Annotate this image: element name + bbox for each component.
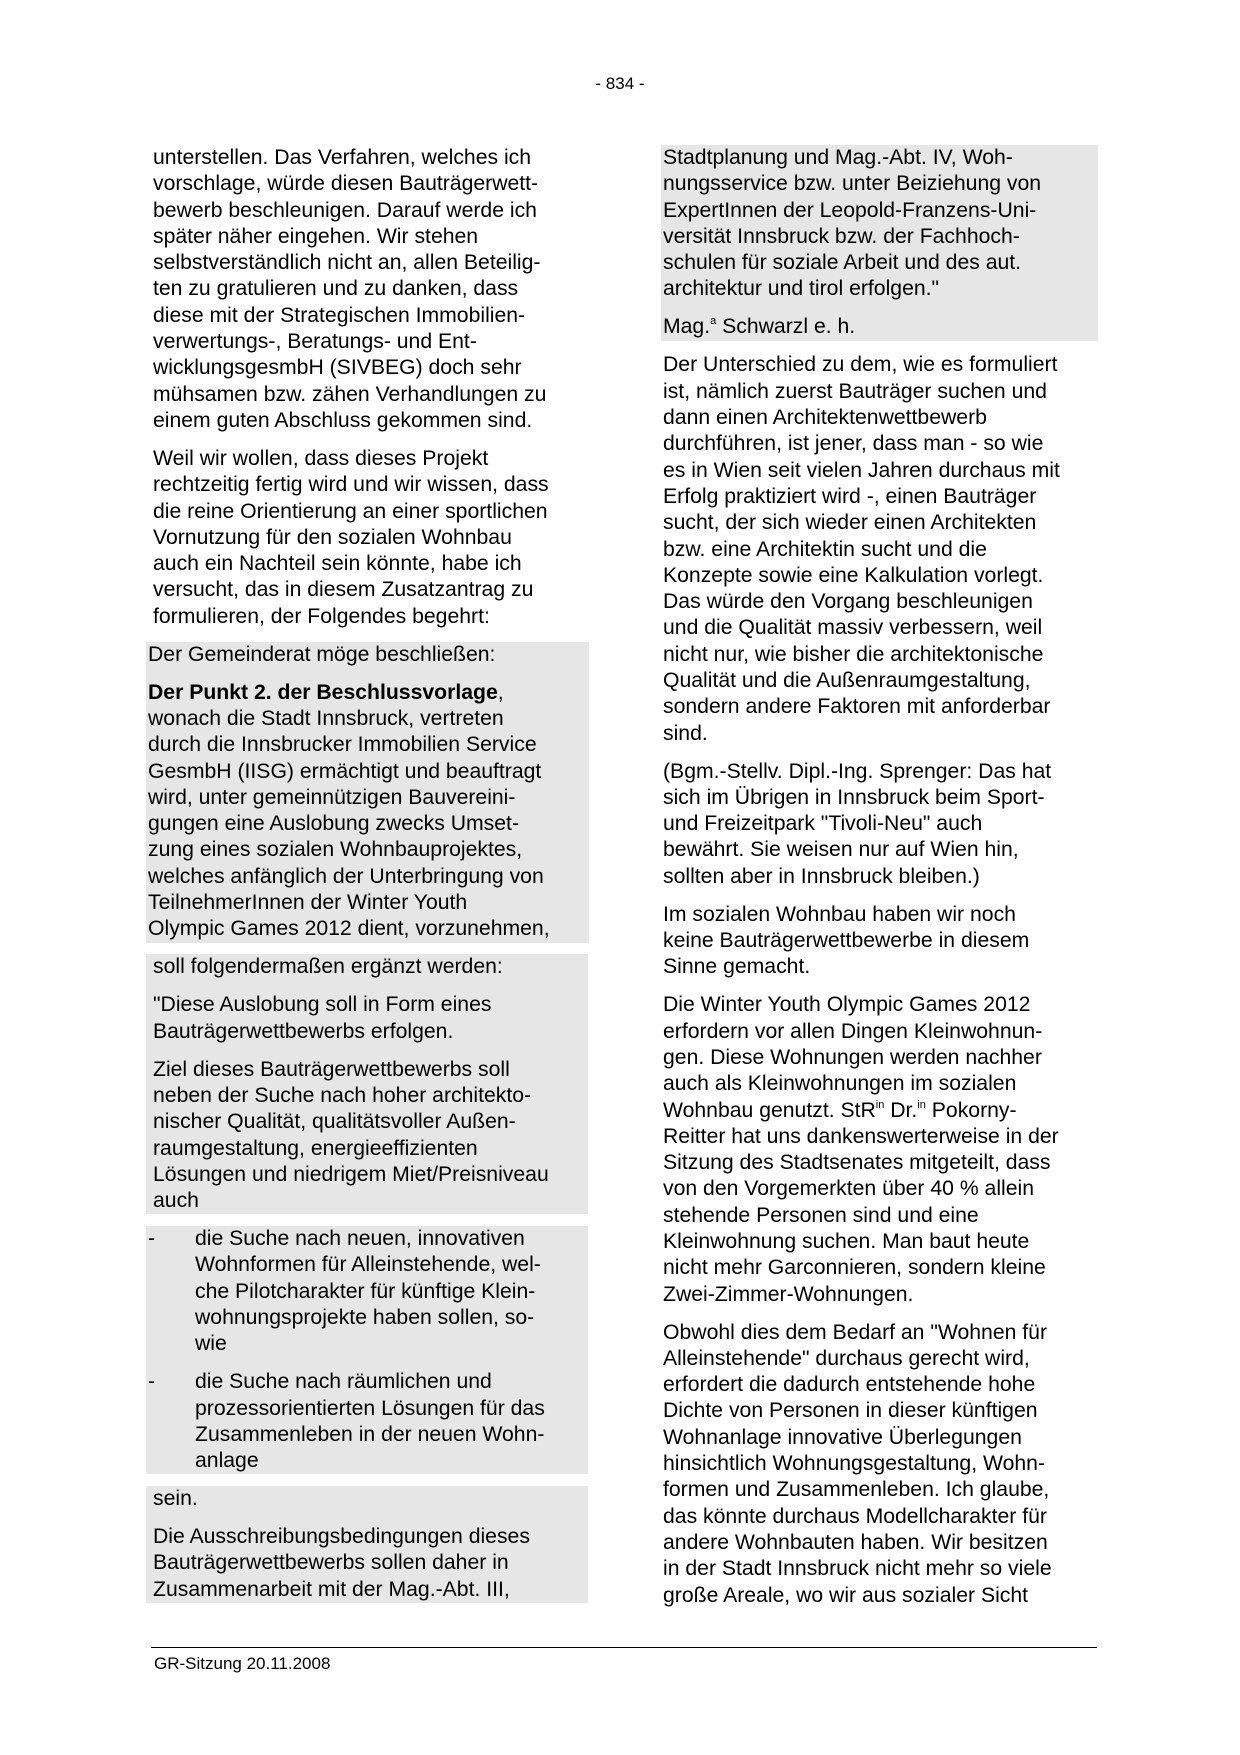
text-line: neben der Suche nach hoher architekto- — [153, 1083, 532, 1107]
quote-sein: sein. — [146, 1486, 588, 1512]
list-dash: - — [148, 1227, 156, 1251]
text-line: Zwei-Zimmer-Wohnungen. — [663, 1282, 914, 1306]
text-line: Bauträgerwettbewerbs sollen daher in — [153, 1551, 509, 1575]
text-line: bewährt. Sie weisen nur auf Wien hin, — [663, 838, 1019, 862]
text-line: Vornutzung für den sozialen Wohnbau — [153, 525, 512, 549]
text-line: verwertungs-, Beratungs- und Ent- — [153, 330, 477, 354]
text-line: die Suche nach neuen, innovativen — [195, 1227, 525, 1251]
text-line: Obwohl dies dem Bedarf an "Wohnen für — [663, 1320, 1048, 1344]
text-line: ist, nämlich zuerst Bauträger suchen und — [663, 379, 1047, 403]
text-line: auch — [153, 1189, 199, 1213]
quote-continuation — [661, 145, 1098, 303]
text-line: nungsservice bzw. unter Beiziehung von — [663, 172, 1042, 196]
text-line: anlage — [195, 1449, 259, 1473]
text-line: sondern andere Faktoren mit anforderbar — [663, 695, 1051, 719]
text-line: Sitzung des Stadtsenates mitgeteilt, dass — [663, 1151, 1051, 1175]
text-line: auch ein Nachteil sein könnte, habe ich — [153, 552, 522, 576]
paragraph-congratulations — [146, 145, 588, 434]
quote-competition-goal — [146, 1057, 588, 1215]
motion-intro: Der Gemeinderat möge beschließen: — [148, 642, 496, 666]
text-line: die reine Orientierung an einer sportlichen — [153, 499, 548, 523]
text-line: versucht, das in diesem Zusatzantrag zu — [153, 578, 534, 602]
text-line: dann einen Architektenwettbewerb — [663, 406, 987, 430]
footer-session-date: GR-Sitzung 20.11.2008 — [154, 1654, 331, 1673]
text-line: unterstellen. Das Verfahren, welches ich — [153, 146, 532, 169]
text-line: sollten aber in Innsbruck bleiben.) — [663, 864, 980, 888]
text-line: Ziel dieses Bauträgerwettbewerbs soll — [153, 1057, 510, 1081]
text-line: GesmbH (IISG) ermächtigt und beauftragt — [148, 759, 542, 783]
text-line: wicklungsgesmbH (SIVBEG) doch sehr — [153, 356, 522, 380]
list-item — [146, 1369, 588, 1474]
paragraph-youth-games: Die Winter Youth Olympic Games 2012 erfordern vor allen Dingen Kleinwohnun- gen. Diese Wohnungen werden nachher auch als Kleinwohnungen im sozialen Wohnbau genutzt. StR$^{in}$ Dr.$^{in}$ Pokorny- Reitter hat uns dankenswerterweise in der Sitzung des Stadtsenates mitgeteilt, dass von den Vorgemerkten über 40 % allein stehende Personen sind und eine Kleinwohnung suchen. Man baut heute nicht mehr Garconnieren, sondern kleine Zwei-Zimmer-Wohnungen. — [661, 992, 1098, 1308]
page-number: - 834 - — [595, 74, 645, 93]
text-line: zung eines sozialen Wohnbauprojektes, — [148, 838, 523, 862]
text-line: Bauträgerwettbewerbs erfolgen. — [153, 1019, 454, 1043]
text-line: später näher eingehen. Wir stehen — [153, 224, 479, 248]
paragraph-motivation — [146, 446, 588, 630]
list-dash: - — [148, 1370, 156, 1394]
text-line: Der Unterschied zu dem, wie es formuliert — [663, 353, 1058, 377]
text-line: es in Wien seit vielen Jahren durchaus mit — [663, 458, 1060, 482]
amendment-intro: soll folgendermaßen ergänzt werden: — [146, 954, 588, 980]
text-line: Kleinwohnung suchen. Man baut heute — [663, 1230, 1030, 1254]
paragraph-interjection — [661, 759, 1098, 890]
text-line: che Pilotcharakter für künftige Klein- — [195, 1279, 536, 1303]
text-line: bzw. eine Architektin sucht und die — [663, 537, 987, 561]
text-line: Zusammenarbeit mit der Mag.-Abt. III, — [153, 1577, 510, 1601]
text-line: vorschlage, würde diesen Bauträgerwett- — [153, 172, 539, 196]
text-line: mühsamen bzw. zähen Verhandlungen zu — [153, 382, 547, 406]
motion-text: Der Punkt 2. der Beschlussvorlage, wonach die Stadt Innsbruck, vertreten durch die Innsbrucker Immobilien Service GesmbH (IISG) ermächtigt und beauftragt wird, unter gemeinnützigen Bauvereini- gungen eine Auslobung zwecks Umset- zung eines sozialen Wohnbauprojektes, welches anfänglich der Unterbringung von TeilnehmerInnen der Winter Youth Olympic Games 2012 dient, vorzunehmen, — [146, 680, 589, 943]
text-line: Die Ausschreibungsbedingungen dieses — [153, 1525, 530, 1549]
text-line: Wohnanlage innovative Überlegungen — [663, 1425, 1022, 1449]
text-line: von den Vorgemerkten über 40 % allein — [663, 1177, 1035, 1201]
text-line: sind. — [663, 721, 708, 745]
text-line: Weil wir wollen, dass dieses Projekt — [153, 446, 489, 470]
text-line: Qualität und die Außenraumgestaltung, — [663, 669, 1031, 693]
signature-line: Mag.$^a$ Schwarzl e. h. — [661, 314, 1098, 340]
goal-list — [146, 1226, 588, 1474]
right-column — [661, 145, 1098, 1609]
text-line: Das würde den Vorgang beschleunigen — [663, 590, 1033, 614]
text-line: das könnte durchaus Modellcharakter für — [663, 1504, 1047, 1528]
text-line: Sinne gemacht. — [663, 955, 811, 979]
text-line: nicht mehr Garconnieren, sondern kleine — [663, 1256, 1046, 1280]
text-line: Dichte von Personen in dieser künftigen — [663, 1399, 1038, 1423]
text-line: sich im Übrigen in Innsbruck beim Sport- — [663, 785, 1045, 809]
motion-bold-heading: Der Punkt 2. der Beschlussvorlage — [148, 680, 498, 704]
left-column — [146, 145, 588, 1603]
text-line: Lösungen und niedrigem Miet/Preisniveau — [153, 1162, 549, 1186]
text-line: selbstverständlich nicht an, allen Beteilig- — [153, 251, 541, 275]
text-line: formen und Zusammenleben. Ich glaube, — [663, 1478, 1050, 1502]
text-line: formulieren, der Folgendes begehrt: — [153, 604, 490, 628]
text-line: in der Stadt Innsbruck nicht mehr so viele — [663, 1557, 1052, 1581]
paragraph-difference — [661, 352, 1098, 746]
text-line: die Suche nach räumlichen und — [195, 1370, 492, 1394]
text-line: TeilnehmerInnen der Winter Youth — [148, 891, 468, 915]
text-line: Konzepte sowie eine Kalkulation vorlegt. — [663, 563, 1044, 587]
text-line: gungen eine Auslobung zwecks Umset- — [148, 812, 519, 836]
text-line: keine Bauträgerwettbewerbe in diesem — [663, 929, 1030, 953]
text-line: Olympic Games 2012 dient, vorzunehmen, — [148, 917, 550, 941]
motion-block — [146, 642, 589, 943]
text-line: bewerb beschleunigen. Darauf werde ich — [153, 198, 537, 222]
text-line: gen. Diese Wohnungen werden nachher — [663, 1045, 1042, 1069]
text-line: wird, unter gemeinnützigen Bauvereini- — [148, 785, 516, 809]
list-item — [146, 1226, 588, 1357]
footer-divider — [151, 1647, 1097, 1648]
text-line: und Freizeitpark "Tivoli-Neu" auch — [663, 812, 983, 836]
paragraph-although — [661, 1320, 1098, 1609]
text-line: große Areale, wo wir aus sozialer Sicht — [663, 1583, 1029, 1607]
text-line: ExpertInnen der Leopold-Franzens-Uni- — [663, 198, 1037, 222]
text-line: schulen für soziale Arbeit und des aut. — [663, 251, 1022, 275]
text-line: rechtzeitig fertig wird und wir wissen, dass — [153, 473, 549, 497]
text-line: architektur und tirol erfolgen." — [663, 277, 940, 301]
paragraph-social-housing — [661, 902, 1098, 981]
text-line: versität Innsbruck bzw. der Fachhoch- — [663, 224, 1020, 248]
text-line: Zusammenleben in der neuen Wohn- — [195, 1422, 545, 1446]
text-line: erfordern vor allen Dingen Kleinwohnun- — [663, 1019, 1043, 1043]
text-line: raumgestaltung, energieeffizienten — [153, 1136, 478, 1160]
text-line: Erfolg praktiziert wird -, einen Bauträger — [663, 484, 1037, 508]
text-line: einem guten Abschluss gekommen sind. — [153, 408, 533, 432]
text-line: Reitter hat uns dankenswerterweise in der — [663, 1124, 1059, 1148]
text-line: ten zu gratulieren und zu danken, dass — [153, 277, 519, 301]
text-line: Die Winter Youth Olympic Games 2012 — [663, 993, 1031, 1017]
text-line: wohnungsprojekte haben sollen, so- — [195, 1305, 535, 1329]
text-line: wonach die Stadt Innsbruck, vertreten — [148, 707, 504, 730]
text-line: nischer Qualität, qualitätsvoller Außen- — [153, 1110, 516, 1134]
text-line: erfordert die dadurch entstehende hohe — [663, 1373, 1036, 1397]
text-line: sucht, der sich wieder einen Architekten — [663, 511, 1037, 535]
text-line: andere Wohnbauten haben. Wir besitzen — [663, 1530, 1048, 1554]
text-line: Alleinstehende" durchaus gerecht wird, — [663, 1346, 1030, 1370]
text-line: (Bgm.-Stellv. Dipl.-Ing. Sprenger: Das hat — [663, 759, 1052, 783]
text-line: prozessorientierten Lösungen für das — [195, 1396, 545, 1420]
text-line: nicht nur, wie bisher die architektonische — [663, 642, 1044, 666]
text-line: und die Qualität massiv verbessern, weil — [663, 616, 1043, 640]
text-line: Stadtplanung und Mag.-Abt. IV, Woh- — [663, 146, 1013, 169]
text-line: stehende Personen sind und eine — [663, 1203, 979, 1227]
quote-tender-conditions — [146, 1524, 588, 1603]
text-line: Im sozialen Wohnbau haben wir noch — [663, 902, 1016, 926]
text-line: hinsichtlich Wohnungsgestaltung, Wohn- — [663, 1452, 1045, 1476]
text-line: welches anfänglich der Unterbringung von — [148, 864, 544, 888]
text-line: auch als Kleinwohnungen im sozialen — [663, 1072, 1017, 1096]
text-line: "Diese Auslobung soll in Form eines — [153, 993, 492, 1017]
text-line: Wohnformen für Alleinstehende, wel- — [195, 1253, 541, 1277]
text-line: durchführen, ist jener, dass man - so wie — [663, 432, 1044, 456]
quote-tender-form — [146, 992, 588, 1045]
text-line: diese mit der Strategischen Immobilien- — [153, 303, 526, 327]
text-line: durch die Innsbrucker Immobilien Service — [148, 733, 537, 757]
text-line: wie — [195, 1332, 227, 1356]
